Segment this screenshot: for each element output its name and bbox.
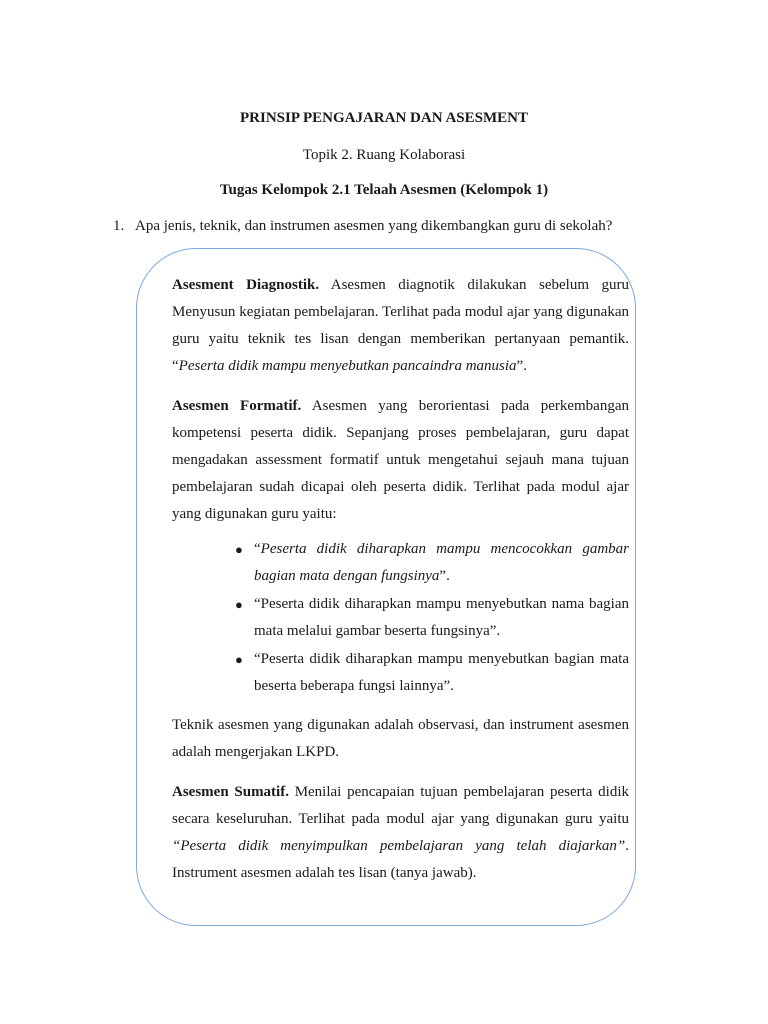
list-item-text: “Peserta didik diharapkan mampu menyebutkan nama bagian mata melalui gambar beserta fungsinya”. bbox=[254, 596, 629, 639]
answer-content bbox=[172, 272, 629, 887]
list-item bbox=[235, 536, 629, 590]
formatif-text: Asesmen yang berorientasi pada perkembangan kompetensi peserta didik. Sepanjang proses pembelajaran, guru dapat mengadakan assessment formatif untuk mengetahui sejauh mana tujuan pembelajaran sudah dicapai oleh peserta didik. Terlihat pada modul ajar yang digunakan guru yaitu: bbox=[172, 398, 629, 522]
question-number: 1. bbox=[113, 218, 125, 234]
bullet-icon: ● bbox=[235, 542, 243, 557]
list-item-quote: Peserta didik diharapkan mampu mencocokkan gambar bagian mata dengan fungsinya bbox=[254, 541, 629, 584]
document-title: PRINSIP PENGAJARAN DAN ASESMENT bbox=[240, 110, 528, 126]
diagnostik-end: ”. bbox=[516, 358, 527, 374]
sumatif-label: Asesmen Sumatif. bbox=[172, 784, 289, 800]
task-heading: Tugas Kelompok 2.1 Telaah Asesmen (Kelompok 1) bbox=[219, 182, 549, 198]
sumatif-paragraph bbox=[172, 779, 629, 887]
diagnostik-label: Asesment Diagnostik. bbox=[172, 277, 320, 293]
diagnostik-text: Asesmen diagnotik dilakukan sebelum guru Menyusun kegiatan pembelajaran. Terlihat pada modul ajar yang digunakan guru yaitu teknik tes lisan dengan memberikan pertanyaan pemantik. “ bbox=[172, 277, 629, 374]
sumatif-text: Menilai pencapaian tujuan pembelajaran peserta didik secara keseluruhan. Terlihat pada modul ajar yang digunakan guru yaitu bbox=[172, 784, 629, 827]
sumatif-quote: “Peserta didik menyimpulkan pembelajaran yang telah diajarkan” bbox=[172, 838, 626, 854]
sumatif-end: . Instrument asesmen adalah tes lisan (tanya jawab). bbox=[172, 838, 629, 881]
document-subtitle: Topik 2. Ruang Kolaborasi bbox=[302, 147, 466, 163]
formatif-paragraph bbox=[172, 393, 629, 528]
bullet-icon: ● bbox=[235, 652, 243, 667]
quote-open: “ bbox=[254, 541, 261, 557]
diagnostik-quote: Peserta didik mampu menyebutkan pancaindra manusia bbox=[178, 358, 517, 374]
list-item-text: “Peserta didik diharapkan mampu menyebutkan bagian mata beserta beberapa fungsi lainnya”. bbox=[254, 651, 629, 694]
list-item bbox=[235, 591, 629, 645]
question bbox=[113, 218, 673, 235]
formatif-list bbox=[172, 536, 629, 700]
bullet-icon: ● bbox=[235, 597, 243, 612]
teknik-paragraph: Teknik asesmen yang digunakan adalah observasi, dan instrument asesmen adalah mengerjakan LKPD. bbox=[172, 717, 629, 760]
diagnostik-paragraph bbox=[172, 272, 629, 380]
list-item bbox=[235, 646, 629, 700]
question-text: Apa jenis, teknik, dan instrumen asesmen yang dikembangkan guru di sekolah? bbox=[135, 218, 613, 234]
quote-close: ”. bbox=[439, 568, 450, 584]
formatif-label: Asesmen Formatif. bbox=[172, 398, 302, 414]
